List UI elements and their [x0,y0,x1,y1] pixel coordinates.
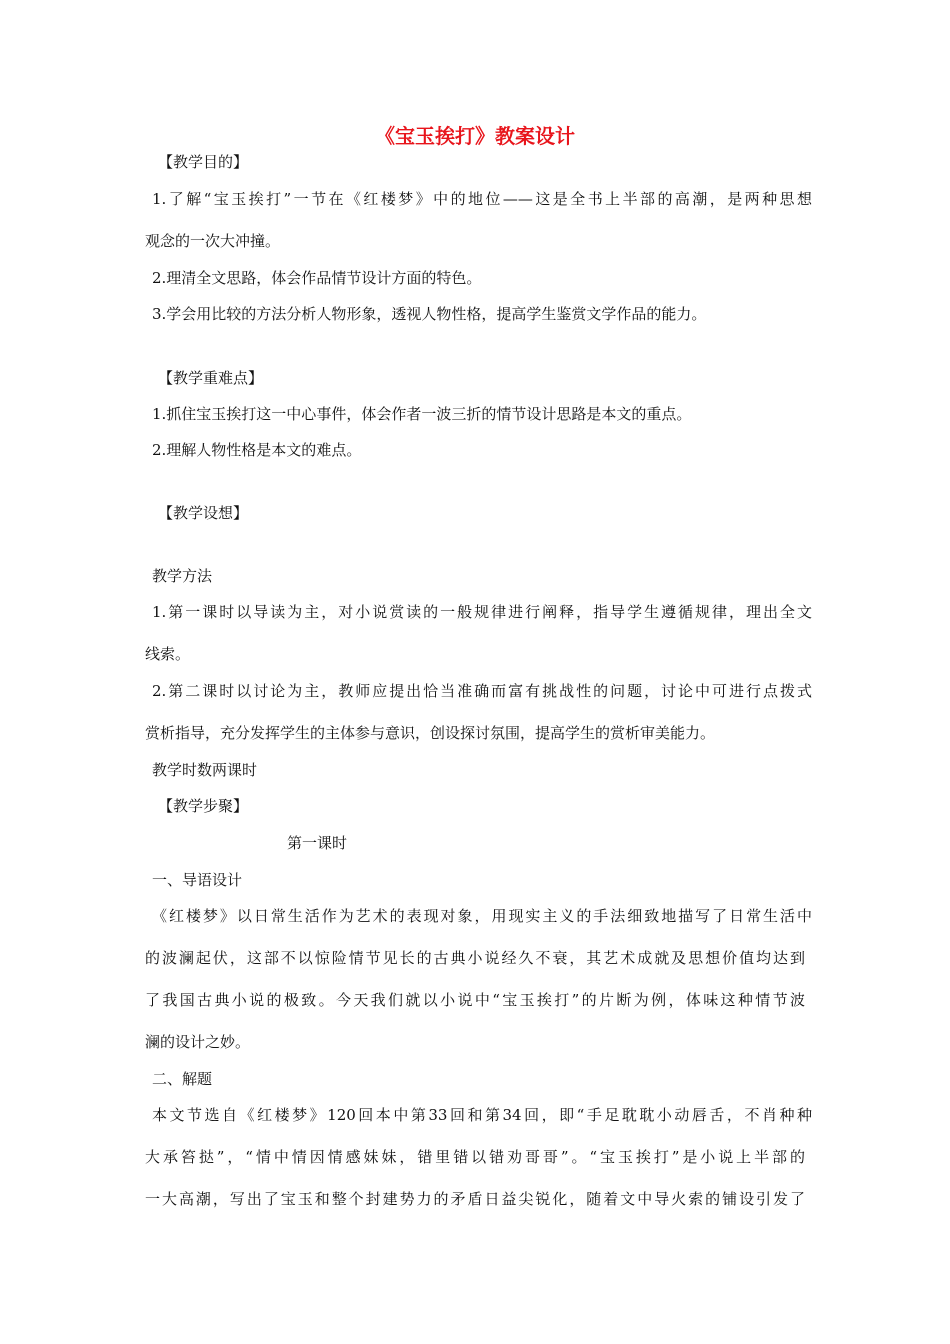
paragraph-line: 教学时数两课时 [152,761,258,779]
paragraph-line: 3.学会用比较的方法分析人物形象，透视人物性格，提高学生鉴赏文学作品的能力。 [152,305,707,323]
section-heading-objectives: 【教学目的】 [158,153,249,171]
subheading-method: 教学方法 [152,567,213,585]
paragraph-line: 1.了解“宝玉挨打”一节在《红楼梦》中的地位——这是全书上半部的高潮，是两种思想 [152,190,812,208]
subheading-title-explanation: 二、解题 [152,1070,213,1088]
subheading-intro: 一、导语设计 [152,871,243,889]
paragraph-line: 赏析指导，充分发挥学生的主体参与意识，创设探讨氛围，提高学生的赏析审美能力。 [145,724,716,742]
paragraph-line: 的波澜起伏，这部不以惊险情节见长的古典小说经久不衰，其艺术成就及思想价值均达到 [145,949,805,967]
paragraph-line: 澜的设计之妙。 [145,1033,251,1051]
paragraph-line: 1.第一课时以导读为主，对小说赏读的一般规律进行阐释，指导学生遵循规律，理出全文 [152,603,812,621]
paragraph-line: 2.理清全文思路，体会作品情节设计方面的特色。 [152,269,482,287]
paragraph-line: 1.抓住宝玉挨打这一中心事件，体会作者一波三折的情节设计思路是本文的重点。 [152,405,692,423]
section-heading-steps: 【教学步聚】 [158,797,249,815]
paragraph-line: 线索。 [145,645,191,663]
lesson-heading: 第一课时 [287,834,348,852]
paragraph-line: 2.理解人物性格是本文的难点。 [152,441,362,459]
section-heading-key-points: 【教学重难点】 [158,369,264,387]
document-title: 《宝玉挨打》教案设计 [375,124,575,148]
paragraph-line: 了我国古典小说的极致。今天我们就以小说中“宝玉挨打”的片断为例，体味这种情节波 [145,991,805,1009]
paragraph-line: 2.第二课时以讨论为主，教师应提出恰当准确而富有挑战性的问题，讨论中可进行点拨式 [152,682,812,700]
paragraph-line: 一大高潮，写出了宝玉和整个封建势力的矛盾日益尖锐化，随着文中导火索的铺设引发了 [145,1190,805,1208]
paragraph-line: 观念的一次大冲撞。 [145,232,281,250]
section-heading-design: 【教学设想】 [158,504,249,522]
paragraph-line: 《红楼梦》以日常生活作为艺术的表现对象，用现实主义的手法细致地描写了日常生活中 [152,907,812,925]
paragraph-line: 本文节选自《红楼梦》120回本中第33回和第34回，即“手足耽耽小动唇舌，不肖种种 [152,1106,812,1124]
paragraph-line: 大承笞挞”，“情中情因情感妹妹，错里错以错劝哥哥”。“宝玉挨打”是小说上半部的 [145,1148,805,1166]
